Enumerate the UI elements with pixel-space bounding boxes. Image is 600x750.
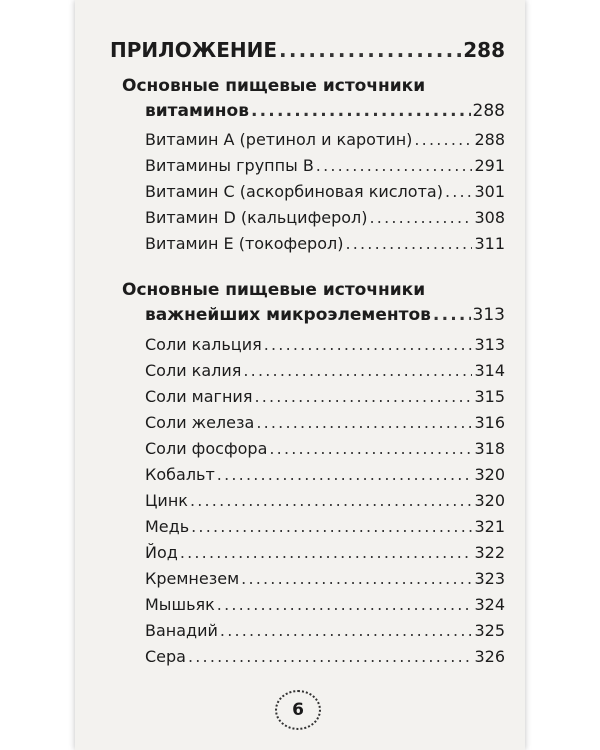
toc-entry-title: Соли магния <box>145 387 253 406</box>
toc-entry-vanadium <box>145 621 505 640</box>
toc-entry-page: 323 <box>474 569 505 588</box>
toc-entry-page: 320 <box>474 491 505 510</box>
toc-entry-title: Медь <box>145 517 190 536</box>
leader-dots <box>316 156 473 175</box>
leader-dots <box>345 234 472 253</box>
toc-entry-title: ПРИЛОЖЕНИЕ <box>110 38 278 62</box>
toc-entry-calcium <box>145 335 505 354</box>
toc-entry-vitamin-e <box>145 234 505 253</box>
page-number: 6 <box>275 690 321 730</box>
toc-entry-page: 288 <box>463 38 505 62</box>
toc-entry-page: 316 <box>474 413 505 432</box>
toc-entry-page: 326 <box>474 647 505 666</box>
toc-entry-cobalt <box>145 465 505 484</box>
toc-entry-page: 320 <box>474 465 505 484</box>
toc-entry-copper <box>145 517 505 536</box>
toc-entry-title: Соли фосфора <box>145 439 268 458</box>
toc-entry-page: 315 <box>474 387 505 406</box>
toc-entry-page: 311 <box>474 234 505 253</box>
toc-entry-microelements <box>145 305 505 325</box>
toc-entry-page: 308 <box>474 208 505 227</box>
leader-dots <box>180 543 473 562</box>
toc-entry-page: 314 <box>474 361 505 380</box>
toc-entry-page: 313 <box>474 335 505 354</box>
toc-entry-title: Кобальт <box>145 465 215 484</box>
toc-entry-title: Соли калия <box>145 361 242 380</box>
toc-entry-title: Витамин Е (токоферол) <box>145 234 344 253</box>
leader-dots <box>433 305 471 325</box>
toc-entry-sulfur <box>145 647 505 666</box>
leader-dots <box>279 38 461 62</box>
toc-entry-title: Йод <box>145 543 178 562</box>
toc-entry-page: 322 <box>474 543 505 562</box>
leader-dots <box>243 361 472 380</box>
leader-dots <box>217 465 473 484</box>
toc-entry-title: Витамины группы В <box>145 156 314 175</box>
toc-entry-title: важнейших микроэлементов <box>145 305 431 325</box>
toc-entry-phosphorus <box>145 439 505 458</box>
leader-dots <box>220 621 473 640</box>
toc-entry-vitamin-c <box>145 182 505 201</box>
toc-entry-silica <box>145 569 505 588</box>
toc-entry-title: Мышьяк <box>145 595 215 614</box>
toc-entry-title: Витамин D (кальциферол) <box>145 208 368 227</box>
leader-dots <box>188 647 472 666</box>
toc-entry-title: Цинк <box>145 491 188 510</box>
leader-dots <box>190 491 473 510</box>
leader-dots <box>217 595 473 614</box>
toc-entry-magnesium <box>145 387 505 406</box>
toc-entry-appendix <box>110 38 505 62</box>
toc-entry-page: 301 <box>474 182 505 201</box>
microelements-heading: Основные пищевые источники <box>122 280 426 300</box>
toc-entry-page: 325 <box>474 621 505 640</box>
toc-entry-title: Сера <box>145 647 186 666</box>
toc-entry-iodine <box>145 543 505 562</box>
toc-entry-vitamin-b <box>145 156 505 175</box>
leader-dots <box>414 130 472 149</box>
toc-entry-title: Кремнезем <box>145 569 240 588</box>
vitamins-heading: Основные пищевые источники <box>122 76 426 96</box>
toc-entry-title: витаминов <box>145 101 249 121</box>
toc-entry-arsenic <box>145 595 505 614</box>
leader-dots <box>445 182 473 201</box>
toc-entry-page: 321 <box>474 517 505 536</box>
leader-dots <box>269 439 472 458</box>
leader-dots <box>191 517 472 536</box>
toc-entry-title: Витамин С (аскорбиновая кислота) <box>145 182 443 201</box>
leader-dots <box>256 413 472 432</box>
leader-dots <box>254 387 472 406</box>
toc-entry-page: 288 <box>474 130 505 149</box>
toc-entry-page: 318 <box>474 439 505 458</box>
table-of-contents <box>75 0 525 750</box>
toc-entry-potassium <box>145 361 505 380</box>
toc-entry-page: 291 <box>474 156 505 175</box>
leader-dots <box>370 208 473 227</box>
leader-dots <box>251 101 471 121</box>
toc-entry-zinc <box>145 491 505 510</box>
toc-entry-title: Соли железа <box>145 413 255 432</box>
leader-dots <box>264 335 473 354</box>
toc-entry-vitamin-d <box>145 208 505 227</box>
book-page <box>75 0 525 750</box>
toc-entry-page: 288 <box>472 101 505 121</box>
toc-entry-page: 324 <box>474 595 505 614</box>
toc-entry-vitamins <box>145 101 505 121</box>
leader-dots <box>241 569 472 588</box>
toc-entry-vitamin-a <box>145 130 505 149</box>
toc-entry-iron <box>145 413 505 432</box>
toc-entry-page: 313 <box>472 305 505 325</box>
toc-entry-title: Соли кальция <box>145 335 262 354</box>
toc-entry-title: Ванадий <box>145 621 218 640</box>
toc-entry-title: Витамин А (ретинол и каротин) <box>145 130 413 149</box>
